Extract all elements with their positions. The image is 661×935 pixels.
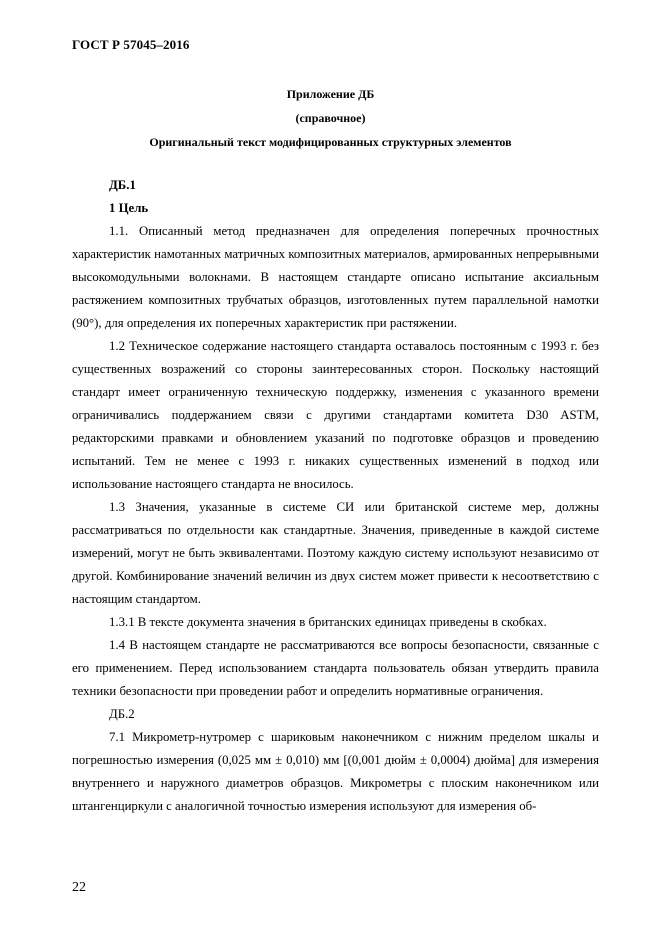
paragraph: 1.4 В настоящем стандарте не рассматриваются все вопросы безопасности, связанные с его применением. Перед использованием стандарта пользователь обязан утвердить правила техники безопасности при проведении работ и определить нормативные ограничения. [72,638,599,698]
paragraph: 1.2 Техническое содержание настоящего стандарта оставалось постоянным с 1993 г. без существенных возражений со стороны заинтересованных сторон. Поскольку настоящий стандарт имеет ограниченную техническую поддержку, изменения с указанного времени ограничивались поддержанием связи с другими стандартами комитета D30 ASTM, редакторскими правками и обновлением указаний по подготовке образцов и проведению испытаний. Тем не менее с 1993 г. никаких существенных изменений в подход или использование настоящего стандарта не вносилось. [72,339,599,491]
appendix-title: Приложение ДБ [286,87,375,101]
appendix-type: (справочное) [295,111,366,125]
paragraph: 1.3.1 В тексте документа значения в британских единицах приведены в скобках. [109,615,547,629]
paragraph: 1.3 Значения, указанные в системе СИ или британской системе мер, должны рассматриваться по отдельности как стандартные. Значения, приведенные в каждой системе измерений, могут не быть эквивалентами. Поэтому каждую систему используют независимо от другой. Комбинирование значений величин из двух систем может привести к несоответствию с настоящим стандартом. [72,500,599,606]
paragraph: 7.1 Микрометр-нутромер с шариковым наконечником с нижним пределом шкалы и погрешностью измерения (0,025 мм ± 0,010) мм [(0,001 дюйм ± 0,0004) дюйма] для измерения внутреннего и наружного диаметров образцов. Микрометры с плоским наконечником или штангенциркули с аналогичной точностью измерения используют для измерения об- [72,730,599,813]
paragraph: 1.1. Описанный метод предназначен для определения поперечных прочностных характеристик намотанных матричных композитных материалов, армированных непрерывными высокомодульными волокнами. В настоящем стандарте описано испытание аксиальным растяжением композитных трубчатых образцов, изготовленных путем параллельной намотки (90°), для определения их поперечных характеристик при растяжении. [72,224,599,330]
section-heading: ДБ.1 [109,178,136,192]
standard-header: ГОСТ Р 57045–2016 [72,37,190,52]
document-body [72,174,599,818]
appendix-subtitle: Оригинальный текст модифицированных структурных элементов [149,135,512,149]
page-number: 22 [72,880,86,895]
section-heading: 1 Цель [109,201,149,215]
section-label: ДБ.2 [109,707,135,721]
